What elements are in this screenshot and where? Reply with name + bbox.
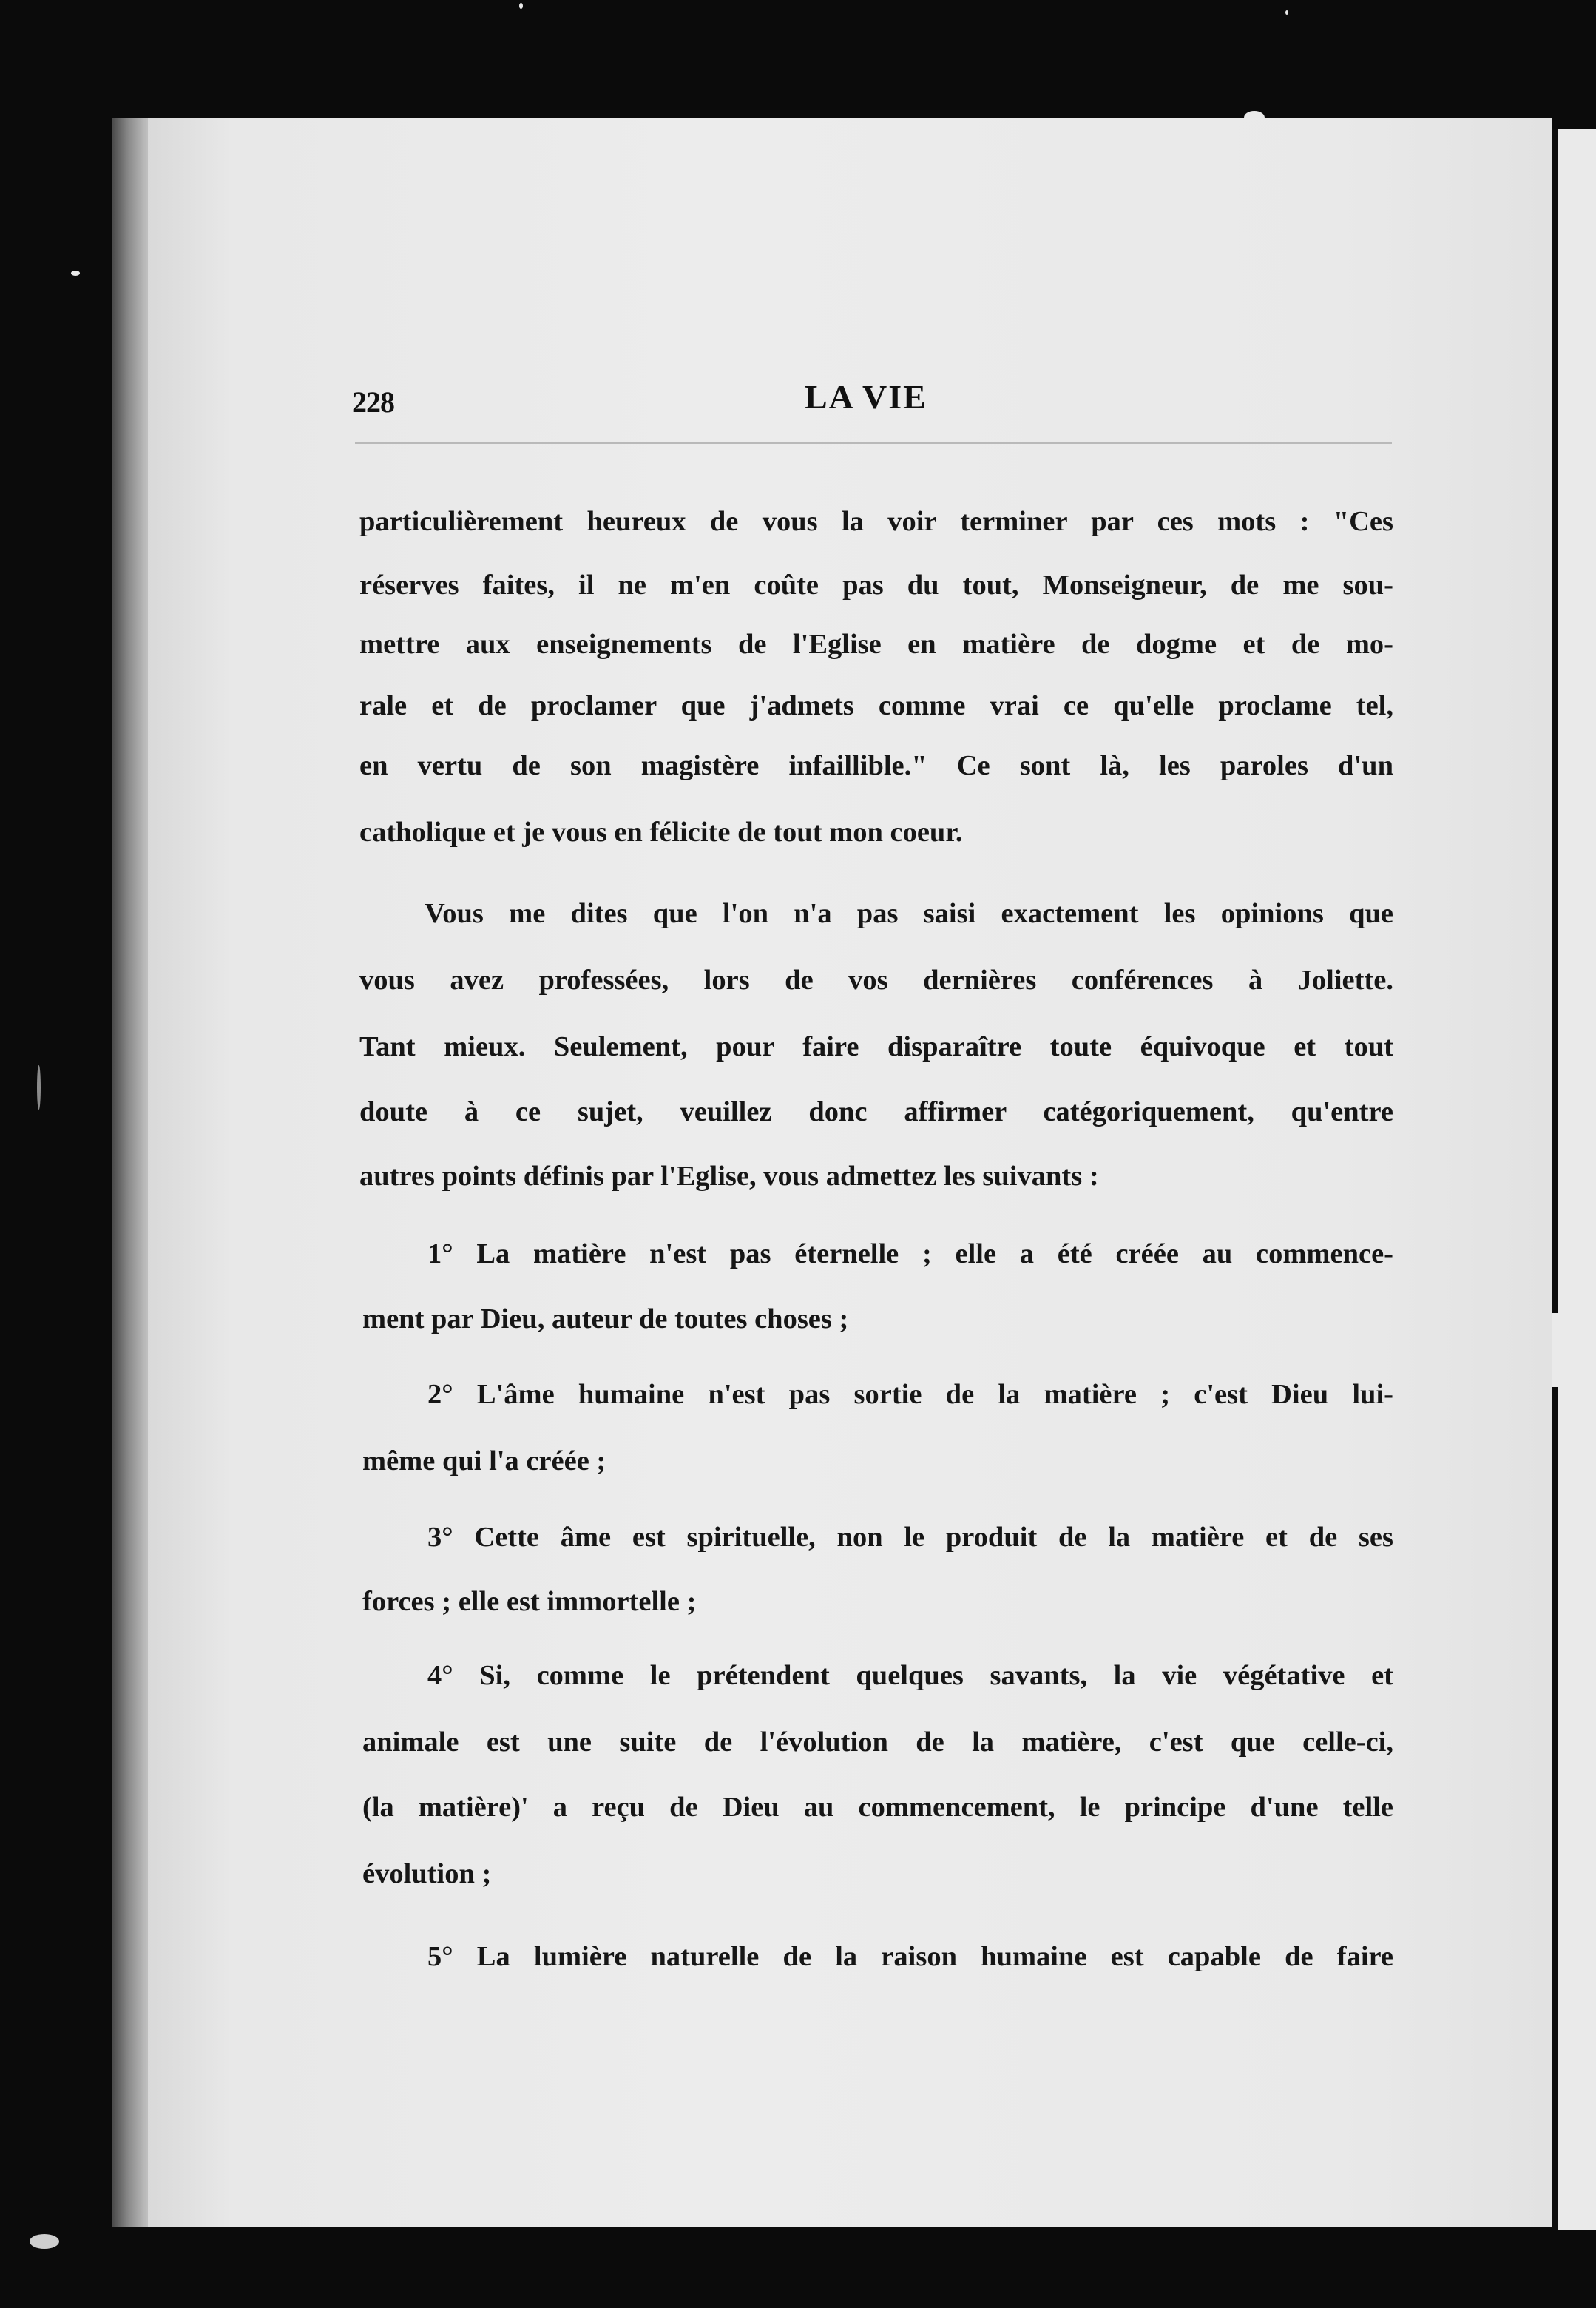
list-item-line: 2° L'âme humaine n'est pas sortie de la matière ; c'est Dieu lui-: [427, 1379, 1393, 1410]
dust-speck: [71, 271, 80, 276]
text-line: Tant mieux. Seulement, pour faire disparaître toute équivoque et tout: [359, 1031, 1393, 1062]
list-item-line: évolution ;: [362, 1858, 492, 1889]
list-item-line: même qui l'a créée ;: [362, 1445, 606, 1477]
page-number: 228: [352, 385, 394, 419]
facing-page-edge: [1552, 129, 1596, 2230]
list-item-line: 1° La matière n'est pas éternelle ; elle a été créée au commence-: [427, 1238, 1393, 1269]
text-line: particulièrement heureux de vous la voir terminer par ces mots : "Ces: [359, 506, 1393, 537]
text-line: doute à ce sujet, veuillez donc affirmer catégoriquement, qu'entre: [359, 1096, 1393, 1127]
text-line: rale et de proclamer que j'admets comme vrai ce qu'elle proclame tel,: [359, 690, 1393, 721]
list-item-line: 5° La lumière naturelle de la raison humaine est capable de faire: [427, 1941, 1393, 1972]
text-line: catholique et je vous en félicite de tout mon coeur.: [359, 817, 963, 848]
text-line: réserves faites, il ne m'en coûte pas du tout, Monseigneur, de me sou-: [359, 570, 1393, 601]
dust-speck: [1285, 10, 1288, 15]
text-line: autres points définis par l'Eglise, vous admettez les suivants :: [359, 1161, 1099, 1192]
text-line: Vous me dites que l'on n'a pas saisi exactement les opinions que: [425, 898, 1393, 929]
text-line: mettre aux enseignements de l'Eglise en matière de dogme et de mo-: [359, 629, 1393, 660]
header-rule: [355, 442, 1392, 444]
list-item-line: 4° Si, comme le prétendent quelques savants, la vie végétative et: [427, 1660, 1393, 1691]
list-item-line: 3° Cette âme est spirituelle, non le produit de la matière et de ses: [427, 1522, 1393, 1553]
dust-speck: [30, 2234, 59, 2249]
running-head: LA VIE: [805, 378, 927, 416]
list-item-line: animale est une suite de l'évolution de la matière, c'est que celle-ci,: [362, 1727, 1393, 1758]
text-line: vous avez professées, lors de vos dernières conférences à Joliette.: [359, 965, 1393, 996]
list-item-line: forces ; elle est immortelle ;: [362, 1586, 697, 1617]
dust-speck: [37, 1065, 41, 1110]
page-edge-rule: [1552, 129, 1558, 1313]
dust-speck: [519, 3, 523, 9]
list-item-line: ment par Dieu, auteur de toutes choses ;: [362, 1303, 849, 1334]
page-edge-rule: [1552, 1387, 1558, 2230]
list-item-line: (la matière)' a reçu de Dieu au commencement, le principe d'une telle: [362, 1792, 1393, 1823]
text-line: en vertu de son magistère infaillible." Ce sont là, les paroles d'un: [359, 750, 1393, 781]
